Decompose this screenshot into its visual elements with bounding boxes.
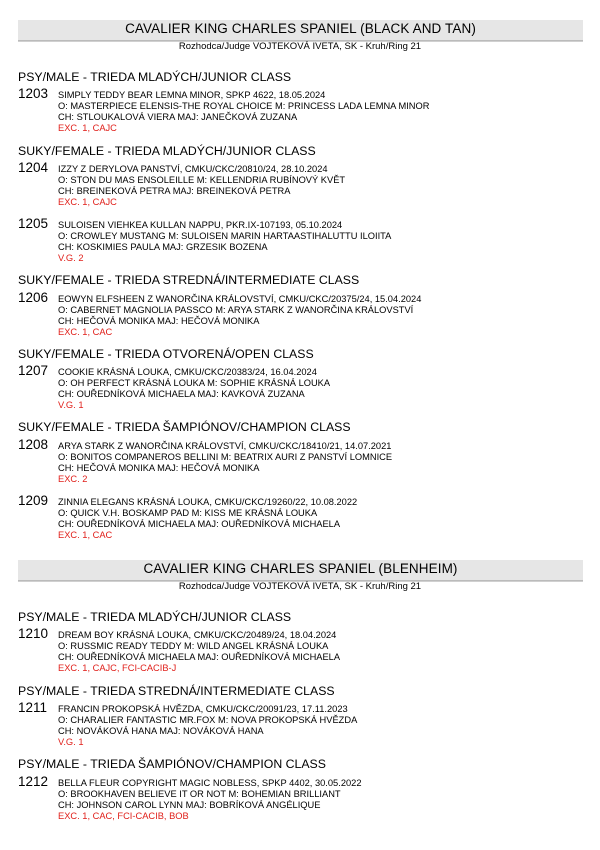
- dog-name-line: FRANCIN PROKOPSKÁ HVĚZDA, CMKU/CKC/20091/23, 17.11.2023: [58, 704, 348, 714]
- result-line: V.G. 2: [58, 253, 84, 263]
- result-line: EXC. 2: [58, 474, 88, 484]
- parents-line: O: CROWLEY MUSTANG M: SULOISEN MARIN HARTAASTIHALUTTU ILOIITA: [58, 231, 392, 241]
- breeder-owner-line: CH: HEČOVÁ MONIKA MAJ: HEČOVÁ MONIKA: [58, 316, 260, 326]
- parents-line: O: QUICK V.H. BOSKAMP PAD M: KISS ME KRÁSNÁ LOUKA: [58, 508, 318, 518]
- result-line: EXC. 1, CAC: [58, 530, 113, 540]
- catalog-number: 1205: [18, 216, 49, 231]
- catalog-number: 1212: [18, 774, 49, 789]
- result-line: EXC. 1, CAJC, FCI-CACIB-J: [58, 663, 177, 673]
- breed-title: CAVALIER KING CHARLES SPANIEL (BLENHEIM): [143, 561, 458, 576]
- judge-line: Rozhodca/Judge VOJTEKOVÁ IVETA, SK - Kruh/Ring 21: [178, 41, 422, 52]
- class-heading: PSY/MALE - TRIEDA MLADÝCH/JUNIOR CLASS: [18, 70, 292, 84]
- breed-header: [18, 20, 583, 41]
- dog-name-line: BELLA FLEUR COPYRIGHT MAGIC NOBLESS, SPKP 4402, 30.05.2022: [58, 778, 362, 788]
- breeder-owner-line: CH: OUŘEDNÍKOVÁ MICHAELA MAJ: OUŘEDNÍKOVÁ MICHAELA: [58, 652, 341, 662]
- class-heading: PSY/MALE - TRIEDA STREDNÁ/INTERMEDIATE CLASS: [18, 684, 335, 698]
- result-line: V.G. 1: [58, 737, 84, 747]
- breed-title: CAVALIER KING CHARLES SPANIEL (BLACK AND TAN): [125, 21, 476, 36]
- breeder-owner-line: CH: OUŘEDNÍKOVÁ MICHAELA MAJ: OUŘEDNÍKOVÁ MICHAELA: [58, 519, 341, 529]
- result-line: EXC. 1, CAC: [58, 327, 113, 337]
- parents-line: O: BONITOS COMPANEROS BELLINI M: BEATRIX AURI Z PANSTVÍ LOMNICE: [58, 452, 393, 462]
- result-line: V.G. 1: [58, 400, 84, 410]
- dog-name-line: SULOISEN VIEHKEA KULLAN NAPPU, PKR.IX-107193, 05.10.2024: [58, 220, 343, 230]
- breeder-owner-line: CH: KOSKIMIES PAULA MAJ: GRZESIK BOZENA: [58, 242, 268, 252]
- class-heading: SUKY/FEMALE - TRIEDA ŠAMPIÓNOV/CHAMPION CLASS: [18, 420, 351, 434]
- result-line: EXC. 1, CAJC: [58, 123, 117, 133]
- class-heading: PSY/MALE - TRIEDA ŠAMPIÓNOV/CHAMPION CLASS: [18, 757, 326, 771]
- dog-name-line: DREAM BOY KRÁSNÁ LOUKA, CMKU/CKC/20489/24, 18.04.2024: [58, 630, 337, 640]
- dog-name-line: COOKIE KRÁSNÁ LOUKA, CMKU/CKC/20383/24, 16.04.2024: [58, 367, 317, 377]
- parents-line: O: STON DU MAS ENSOLEILLE M: KELLENDRIA RUBÍNOVÝ KVĚT: [58, 175, 346, 185]
- class-heading: SUKY/FEMALE - TRIEDA OTVORENÁ/OPEN CLASS: [18, 347, 314, 361]
- dog-name-line: EOWYN ELFSHEEN Z WANORČINA KRÁLOVSTVÍ, CMKU/CKC/20375/24, 15.04.2024: [58, 294, 422, 304]
- parents-line: O: OH PERFECT KRÁSNÁ LOUKA M: SOPHIE KRÁSNÁ LOUKA: [58, 378, 331, 388]
- class-heading: SUKY/FEMALE - TRIEDA STREDNÁ/INTERMEDIATE CLASS: [18, 273, 360, 287]
- catalog-number: 1210: [18, 626, 49, 641]
- result-line: EXC. 1, CAC, FCI-CACIB, BOB: [58, 811, 189, 821]
- class-heading: PSY/MALE - TRIEDA MLADÝCH/JUNIOR CLASS: [18, 610, 292, 624]
- parents-line: O: CABERNET MAGNOLIA PASSCO M: ARYA STARK Z WANORČINA KRÁLOVSTVÍ: [58, 305, 414, 315]
- breeder-owner-line: CH: JOHNSON CAROL LYNN MAJ: BOBRÍKOVÁ ANGÉLIQUE: [58, 800, 321, 810]
- catalog-number: 1206: [18, 290, 49, 305]
- breeder-owner-line: CH: STLOUKALOVÁ VIERA MAJ: JANEČKOVÁ ZUZANA: [58, 112, 298, 122]
- parents-line: O: RUSSMIC READY TEDDY M: WILD ANGEL KRÁSNÁ LOUKA: [58, 641, 329, 651]
- breeder-owner-line: CH: OUŘEDNÍKOVÁ MICHAELA MAJ: KAVKOVÁ ZUZANA: [58, 389, 305, 399]
- breeder-owner-line: CH: NOVÁKOVÁ HANA MAJ: NOVÁKOVÁ HANA: [58, 726, 264, 736]
- dog-name-line: ARYA STARK Z WANORČINA KRÁLOVSTVÍ, CMKU/CKC/18410/21, 14.07.2021: [58, 441, 392, 451]
- parents-line: O: MASTERPIECE ELENSIS-THE ROYAL CHOICE M: PRINCESS LADA LEMNA MINOR: [58, 101, 430, 111]
- catalog-number: 1204: [18, 160, 49, 175]
- result-line: EXC. 1, CAJC: [58, 197, 117, 207]
- judge-line: Rozhodca/Judge VOJTEKOVÁ IVETA, SK - Kruh/Ring 21: [178, 581, 422, 592]
- dog-name-line: SIMPLY TEDDY BEAR LEMNA MINOR, SPKP 4622, 18.05.2024: [58, 90, 326, 100]
- catalog-number: 1211: [18, 700, 48, 715]
- dog-name-line: IZZY Z DERYLOVA PANSTVÍ, CMKU/CKC/20810/24, 28.10.2024: [58, 164, 328, 174]
- breed-header: [18, 560, 583, 581]
- parents-line: O: CHARALIER FANTASTIC MR.FOX M: NOVA PROKOPSKÁ HVĚZDA: [58, 715, 358, 725]
- catalog-number: 1207: [18, 363, 49, 378]
- breeder-owner-line: CH: HEČOVÁ MONIKA MAJ: HEČOVÁ MONIKA: [58, 463, 260, 473]
- catalog-number: 1209: [18, 493, 49, 508]
- catalog-number: 1203: [18, 86, 49, 101]
- dog-name-line: ZINNIA ELEGANS KRÁSNÁ LOUKA, CMKU/CKC/19260/22, 10.08.2022: [58, 497, 358, 507]
- breeder-owner-line: CH: BREINEKOVÁ PETRA MAJ: BREINEKOVÁ PETRA: [58, 186, 291, 196]
- catalog-number: 1208: [18, 437, 49, 452]
- parents-line: O: BROOKHAVEN BELIEVE IT OR NOT M: BOHEMIAN BRILLIANT: [58, 789, 341, 799]
- class-heading: SUKY/FEMALE - TRIEDA MLADÝCH/JUNIOR CLASS: [18, 144, 316, 158]
